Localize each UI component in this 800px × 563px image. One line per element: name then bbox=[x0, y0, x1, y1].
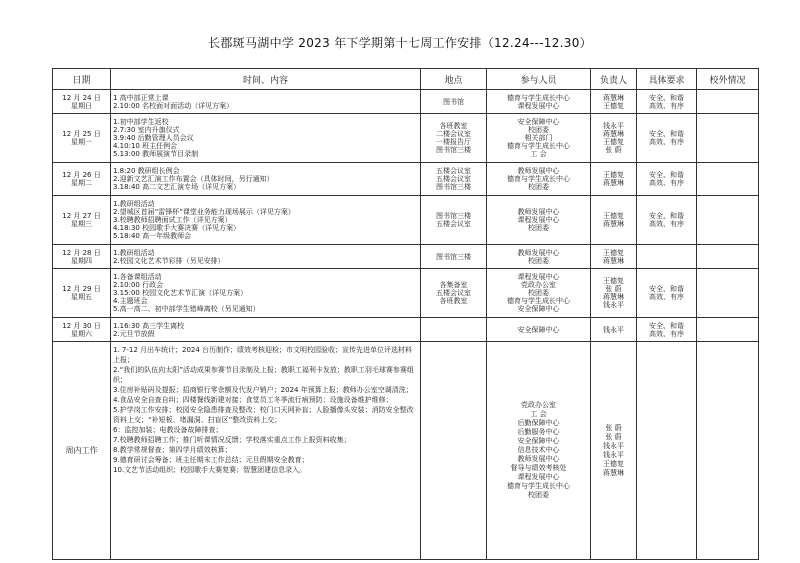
date-cell-line: 12 月 27 日 bbox=[62, 212, 101, 220]
header-responsible: 负责人 bbox=[591, 69, 637, 90]
participants-cell bbox=[487, 114, 591, 163]
date-cell bbox=[53, 196, 111, 245]
weekly-participants-cell-line: 后勤保障中心 bbox=[517, 419, 560, 427]
table-row bbox=[53, 90, 759, 114]
table-row bbox=[53, 163, 759, 196]
weekly-content-cell-line: 1. 7-12 月出车统计；2024 台历制作；绩效考核迎检；市文明校园验收；宣传先进单位评选材料上报； bbox=[113, 346, 413, 364]
participants-cell-line: 校团委 bbox=[528, 126, 549, 134]
responsible-cell-line: 王德复 bbox=[603, 248, 624, 257]
content-cell-line: 1.各备课组活动 bbox=[113, 273, 162, 281]
weekly-external-cell bbox=[697, 342, 759, 560]
external-cell bbox=[697, 114, 759, 163]
location-cell-line: 五楼会议室 bbox=[436, 289, 471, 297]
date-cell bbox=[53, 245, 111, 269]
content-cell-line: 2.校园文化艺术节彩排（另见安排） bbox=[113, 256, 225, 265]
participants-cell bbox=[487, 318, 591, 342]
responsible-cell bbox=[591, 90, 637, 114]
table-row bbox=[53, 269, 759, 318]
requirements-cell bbox=[637, 318, 697, 342]
participants-cell-line: 安全保障中心 bbox=[517, 305, 560, 313]
responsible-cell-line: 蒋慧琳 bbox=[603, 179, 624, 187]
participants-cell-line: 工 会 bbox=[530, 150, 547, 158]
external-cell bbox=[697, 318, 759, 342]
table-row bbox=[53, 245, 759, 269]
content-cell-line: 2.望城区首届“雷锋杯”课堂业务能力现场展示（详见方案） bbox=[113, 208, 295, 216]
content-cell bbox=[111, 114, 421, 163]
page-title: 长郡斑马湖中学 2023 年下学期第十七周工作安排（12.24---12.30） bbox=[208, 36, 592, 50]
schedule-table bbox=[52, 68, 759, 560]
location-cell bbox=[421, 245, 487, 269]
date-cell bbox=[53, 269, 111, 318]
date-cell-line: 星期五 bbox=[71, 293, 92, 301]
date-cell-line: 星期二 bbox=[71, 179, 92, 187]
header-external: 校外情况 bbox=[697, 69, 759, 90]
date-cell-line: 星期四 bbox=[71, 256, 92, 265]
participants-cell-line: 课程发展中心 bbox=[517, 216, 560, 224]
weekly-responsible-cell-line: 王德复 bbox=[603, 459, 624, 468]
external-cell bbox=[697, 196, 759, 245]
date-cell-line: 星期一 bbox=[71, 138, 92, 146]
header-participants: 参与人员 bbox=[487, 69, 591, 90]
content-cell-line: 4.18:30 校园歌手大赛决赛（详见方案） bbox=[113, 224, 241, 232]
content-cell bbox=[111, 196, 421, 245]
location-cell-line: 五楼会议室 bbox=[436, 220, 471, 228]
weekly-participants-cell-line: 德育与学生成长中心 bbox=[507, 482, 570, 490]
content-cell-line: 3.校聘教师招聘面试工作（详见方案） bbox=[113, 216, 232, 224]
external-cell bbox=[697, 90, 759, 114]
location-cell bbox=[421, 163, 487, 196]
participants-cell bbox=[487, 269, 591, 318]
date-cell-line: 星期六 bbox=[71, 329, 92, 338]
responsible-cell bbox=[591, 114, 637, 163]
requirements-cell-line: 高效、有序 bbox=[649, 138, 684, 146]
requirements-cell-line: 安全、和谐 bbox=[649, 285, 684, 293]
content-cell-line: 3.9:40 后勤管理人员会议 bbox=[113, 134, 194, 142]
weekly-content-cell bbox=[111, 342, 421, 560]
weekly-content-cell-line: 8.教学常规督查；第四学月绩效核算； bbox=[113, 446, 232, 454]
date-cell-line: 12 月 25 日 bbox=[62, 130, 101, 138]
requirements-cell-line: 高效、有序 bbox=[649, 179, 684, 187]
content-cell-line: 3.15:00 校园文化艺术节汇演（详见方案） bbox=[113, 289, 248, 297]
participants-cell-line: 相关部门 bbox=[524, 134, 553, 142]
responsible-cell bbox=[591, 245, 637, 269]
responsible-cell-line: 王德复 bbox=[603, 171, 624, 179]
date-cell-line: 12 月 26 日 bbox=[62, 171, 101, 179]
weekly-content-cell-line: 2.“我们的队伍向太阳”活动成果参赛节目录制及上报；教职工福利卡发放；教职工羽毛球赛参赛组织； bbox=[113, 366, 414, 384]
location-cell-line: 各班教室 bbox=[439, 122, 468, 130]
weekly-content-cell-line: 3.住房补贴码及提报；招商银行零余额及代发户销户；2024 年预算上报；教师办公室空调清洗； bbox=[113, 386, 413, 394]
location-cell-line: 五楼会议室 bbox=[436, 167, 471, 175]
location-cell bbox=[421, 196, 487, 245]
requirements-cell bbox=[637, 114, 697, 163]
responsible-cell-line: 蒋慧琳 bbox=[603, 256, 624, 265]
date-cell-line: 星期三 bbox=[71, 220, 92, 228]
requirements-cell-line: 安全、和谐 bbox=[649, 321, 684, 330]
weekly-requirements-cell bbox=[637, 342, 697, 560]
responsible-cell-line: 蒋慧琳 bbox=[603, 93, 624, 102]
header-date: 日期 bbox=[53, 69, 111, 90]
content-cell-line: 2.迎新文艺汇演工作布置会（具体时间，另行通知） bbox=[113, 175, 274, 183]
location-cell-line: 一楼报告厅 bbox=[436, 138, 471, 146]
requirements-cell bbox=[637, 269, 697, 318]
responsible-cell bbox=[591, 269, 637, 318]
participants-cell-line: 课程发展中心 bbox=[517, 101, 560, 110]
content-cell bbox=[111, 163, 421, 196]
responsible-cell-line: 蒋慧琳 bbox=[603, 130, 624, 138]
participants-cell-line: 党政办公室 bbox=[521, 281, 556, 289]
responsible-cell-line: 张 蔚 bbox=[605, 285, 622, 293]
responsible-cell-line: 钱永平 bbox=[603, 301, 624, 309]
requirements-cell-line: 高效、有序 bbox=[649, 220, 684, 228]
participants-cell bbox=[487, 196, 591, 245]
date-cell bbox=[53, 114, 111, 163]
date-cell-line: 12 月 30 日 bbox=[62, 321, 101, 330]
location-cell-line: 图书馆三楼 bbox=[436, 252, 471, 261]
responsible-cell-line: 王德复 bbox=[603, 212, 624, 220]
responsible-cell-line: 钱永平 bbox=[603, 122, 624, 130]
requirements-cell-line: 安全、和谐 bbox=[649, 171, 684, 179]
header-row bbox=[53, 69, 759, 90]
content-cell-line: 1.8:20 教研组长例会 bbox=[113, 167, 180, 175]
content-cell-line: 4.10:10 班主任例会 bbox=[113, 142, 178, 150]
weekly-content-cell-line: 4.食品安全自查自纠；四楼餐线新建对接；食堂员工冬季流行病预防；设施设备维护维修； bbox=[113, 396, 393, 404]
weekly-content-cell-line: 9.德育研讨会筹备；班主任期末工作总结；元旦假期安全教育； bbox=[113, 456, 309, 464]
location-cell-line: 二楼会议室 bbox=[436, 130, 471, 138]
content-cell-line: 1 高中部正常上课 bbox=[113, 93, 169, 102]
date-cell-line: 12 月 24 日 bbox=[62, 93, 101, 102]
participants-cell-line: 校团委 bbox=[528, 183, 549, 191]
participants-cell bbox=[487, 90, 591, 114]
location-cell bbox=[421, 269, 487, 318]
weekly-participants-cell-line: 信息技术中心 bbox=[517, 446, 560, 454]
location-cell-line: 各集备室 bbox=[439, 281, 468, 289]
responsible-cell bbox=[591, 196, 637, 245]
responsible-cell-line: 钱永平 bbox=[603, 325, 624, 334]
date-cell bbox=[53, 90, 111, 114]
content-cell-line: 5.18:40 高一年级教师会 bbox=[113, 232, 192, 240]
participants-cell-line: 教师发展中心 bbox=[517, 248, 560, 257]
content-cell-line: 1.16:30 高三学生离校 bbox=[113, 321, 185, 330]
content-cell-line: 2.10:00 名校面对面活动（详见方案） bbox=[113, 101, 234, 110]
participants-cell-line: 德育与学生成长中心 bbox=[507, 142, 570, 150]
weekly-participants-cell-line: 教师发展中心 bbox=[517, 455, 560, 463]
weekly-row bbox=[53, 342, 759, 560]
participants-cell bbox=[487, 163, 591, 196]
date-cell bbox=[53, 318, 111, 342]
weekly-responsible-cell-line: 蒋慧琳 bbox=[603, 468, 624, 477]
responsible-cell-line: 王德复 bbox=[603, 138, 624, 146]
responsible-cell bbox=[591, 318, 637, 342]
content-cell-line: 2.元旦节放假 bbox=[113, 329, 155, 338]
responsible-cell-line: 张 蔚 bbox=[605, 146, 622, 154]
weekly-participants-cell-line: 安全保障中心 bbox=[517, 437, 560, 445]
participants-cell-line: 课程发展中心 bbox=[517, 273, 560, 281]
date-cell-line: 星期日 bbox=[71, 101, 92, 110]
content-cell-line: 2.10:00 行政会 bbox=[113, 281, 164, 289]
header-location: 地点 bbox=[421, 69, 487, 90]
weekly-responsible-cell-line: 张 蔚 bbox=[605, 423, 622, 432]
requirements-cell-line: 安全、和谐 bbox=[649, 93, 684, 102]
weekly-participants-cell-line: 工 会 bbox=[530, 410, 547, 418]
content-cell-line: 3.18:40 高二文艺汇演专场（详见方案） bbox=[113, 183, 241, 191]
date-cell-line: 12 月 28 日 bbox=[62, 248, 101, 257]
participants-cell-line: 德育与学生成长中心 bbox=[507, 297, 570, 305]
weekly-responsible-cell-line: 钱永平 bbox=[603, 450, 624, 459]
responsible-cell-line: 蒋慧琳 bbox=[603, 220, 624, 228]
weekly-participants-cell-line: 课程发展中心 bbox=[517, 473, 560, 481]
participants-cell-line: 校团委 bbox=[528, 289, 549, 297]
location-cell-line: 图书馆三楼 bbox=[436, 146, 471, 154]
external-cell bbox=[697, 269, 759, 318]
requirements-cell-line: 安全、和谐 bbox=[649, 130, 684, 138]
external-cell bbox=[697, 163, 759, 196]
content-cell bbox=[111, 318, 421, 342]
location-cell-line: 图书馆三楼 bbox=[436, 212, 471, 220]
weekly-participants-cell-line: 督导与绩效考核处 bbox=[510, 464, 567, 472]
weekly-participants-cell bbox=[487, 342, 591, 560]
date-cell-line: 12 月 29 日 bbox=[62, 285, 101, 293]
responsible-cell-line: 蒋慧琳 bbox=[603, 293, 624, 301]
content-cell-line: 1.教研组活动 bbox=[113, 248, 155, 257]
requirements-cell-line: 高效、有序 bbox=[649, 293, 684, 301]
participants-cell-line: 安全保障中心 bbox=[517, 325, 560, 334]
location-cell bbox=[421, 114, 487, 163]
content-cell-line: 4.主题班会 bbox=[113, 297, 148, 305]
participants-cell-line: 教师发展中心 bbox=[517, 167, 560, 175]
requirements-cell bbox=[637, 245, 697, 269]
participants-cell-line: 德育与学生成长中心 bbox=[507, 175, 570, 183]
participants-cell-line: 校团委 bbox=[528, 256, 549, 265]
content-cell-line: 5.13:00 教师展演节目录制 bbox=[113, 150, 199, 158]
content-cell-line: 1.教研组活动 bbox=[113, 200, 155, 208]
location-cell bbox=[421, 90, 487, 114]
weekly-content-cell-line: 5.护学岗工作安排；校园安全隐患排查及整改；校门口天网补盲；人脸播像头安装；消防安全整改资料上交；“补短板、堵漏洞、扫盲区”整改资料上交； bbox=[113, 406, 414, 424]
weekly-content-cell-line: 10.文艺节活动组织；校园歌手大赛复赛；智慧团建信息录入。 bbox=[113, 466, 307, 474]
weekly-location-cell bbox=[421, 342, 487, 560]
participants-cell-line: 德育与学生成长中心 bbox=[507, 93, 570, 102]
location-cell bbox=[421, 318, 487, 342]
content-cell bbox=[111, 269, 421, 318]
participants-cell-line: 安全保障中心 bbox=[517, 118, 560, 126]
weekly-participants-cell-line: 后勤服务中心 bbox=[517, 428, 560, 436]
date-cell bbox=[53, 163, 111, 196]
header-requirements: 具体要求 bbox=[637, 69, 697, 90]
table-row bbox=[53, 114, 759, 163]
participants-cell bbox=[487, 245, 591, 269]
header-content: 时间、内容 bbox=[111, 69, 421, 90]
weekly-content-cell-line: 6：监控加装；电教设备故障排查； bbox=[113, 426, 223, 434]
requirements-cell-line: 安全、和谐 bbox=[649, 212, 684, 220]
weekly-responsible-cell-line: 钱永平 bbox=[603, 441, 624, 450]
content-cell bbox=[111, 90, 421, 114]
requirements-cell bbox=[637, 90, 697, 114]
requirements-cell bbox=[637, 196, 697, 245]
requirements-cell bbox=[637, 163, 697, 196]
content-cell-line: 5.高一高二、初中部学生错峰离校（另见通知） bbox=[113, 305, 260, 313]
external-cell bbox=[697, 245, 759, 269]
location-cell-line: 图书馆 bbox=[443, 97, 464, 106]
content-cell bbox=[111, 245, 421, 269]
schedule-body bbox=[53, 90, 759, 560]
table-row bbox=[53, 318, 759, 342]
weekly-participants-cell-line: 校团委 bbox=[528, 491, 549, 499]
location-cell-line: 五楼会议室 bbox=[436, 175, 471, 183]
content-cell-line: 2.7:30 室内升旗仪式 bbox=[113, 126, 180, 134]
location-cell-line: 各班教室 bbox=[439, 297, 468, 305]
weekly-content-cell-line: 7.校聘教师招聘工作；推门听课情况反馈；学校落实重点工作上报资料收集； bbox=[113, 436, 351, 444]
requirements-cell-line: 高效、有序 bbox=[649, 329, 684, 338]
weekly-participants-cell-line: 党政办公室 bbox=[521, 401, 556, 409]
location-cell-line: 图书馆三楼 bbox=[436, 183, 471, 191]
table-row bbox=[53, 196, 759, 245]
participants-cell-line: 校团委 bbox=[528, 224, 549, 232]
weekly-responsible-cell-line: 张 蔚 bbox=[605, 432, 622, 441]
requirements-cell-line: 高效、有序 bbox=[649, 101, 684, 110]
weekly-label: 周内工作 bbox=[53, 342, 111, 560]
weekly-responsible-cell bbox=[591, 342, 637, 560]
content-cell-line: 1.初中部学生返校 bbox=[113, 118, 169, 126]
responsible-cell-line: 王德复 bbox=[603, 277, 624, 285]
participants-cell-line: 教师发展中心 bbox=[517, 208, 560, 216]
responsible-cell bbox=[591, 163, 637, 196]
responsible-cell-line: 王德复 bbox=[603, 101, 624, 110]
